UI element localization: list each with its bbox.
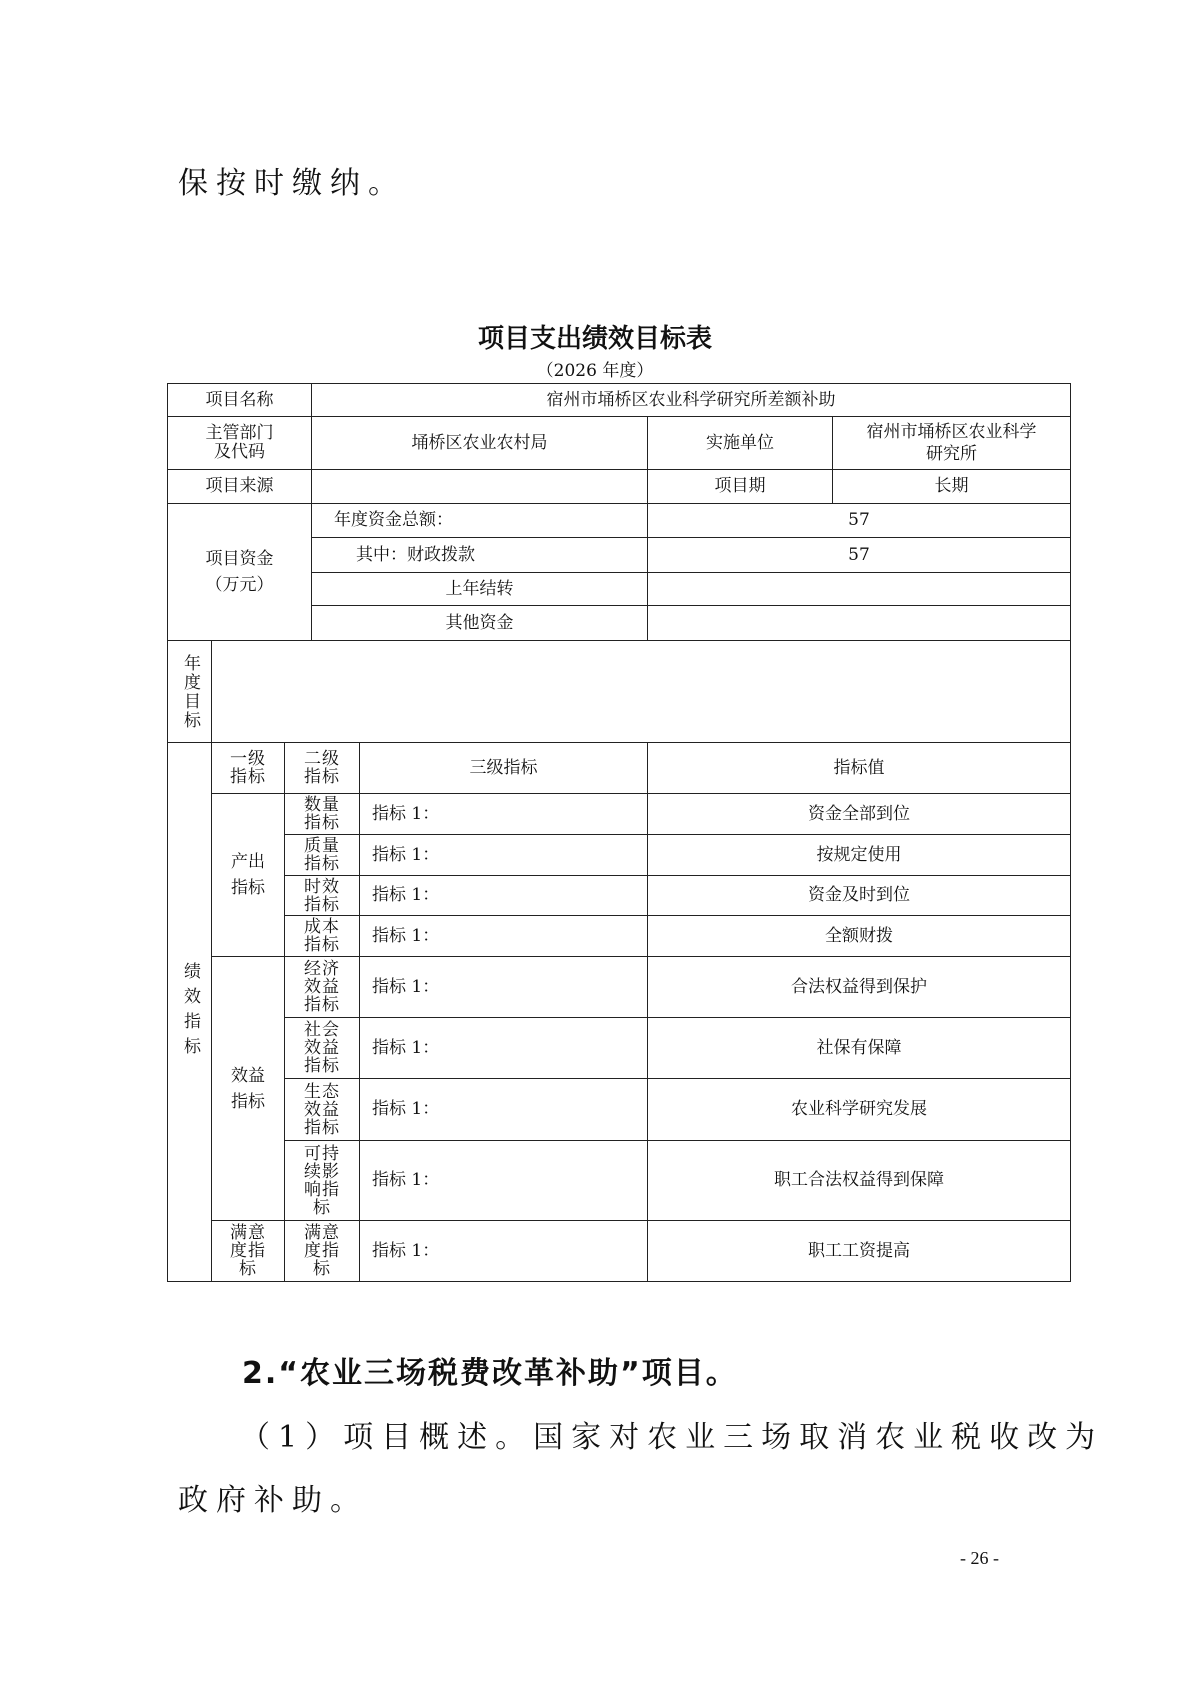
funds-total-label: 年度资金总额： <box>311 503 648 538</box>
indicator-level2: 数量 指标 <box>284 793 360 835</box>
header-level1: 一级 指标 <box>211 742 285 794</box>
indicator-level2: 成本 指标 <box>284 915 360 957</box>
continuation-text: 保按时缴纳。 <box>178 166 406 201</box>
indicator-level3: 指标 1： <box>359 915 648 957</box>
indicator-level2: 生态 效益 指标 <box>284 1078 360 1141</box>
project-name-value: 宿州市埇桥区农业科学研究所差额补助 <box>311 383 1071 417</box>
section-paragraph-line-2: 政府补助。 <box>178 1483 368 1518</box>
indicator-level3: 指标 1： <box>359 956 648 1018</box>
indicator-value: 按规定使用 <box>647 834 1071 876</box>
indicator-level3: 指标 1： <box>359 1220 648 1282</box>
annual-goal-value <box>211 640 1071 743</box>
source-label: 项目来源 <box>167 469 312 504</box>
dept-label: 主管部门 及代码 <box>167 416 312 470</box>
indicator-level2: 经济 效益 指标 <box>284 956 360 1018</box>
indicator-value: 职工工资提高 <box>647 1220 1071 1282</box>
funds-carryover-value <box>647 572 1071 606</box>
indicator-level2: 质量 指标 <box>284 834 360 876</box>
group-output: 产出 指标 <box>211 793 285 957</box>
indicator-level3: 指标 1： <box>359 875 648 916</box>
group-benefit: 效益 指标 <box>211 956 285 1221</box>
funds-other-value <box>647 605 1071 641</box>
page-number: - 26 - <box>960 1548 999 1568</box>
indicator-level3: 指标 1： <box>359 793 648 835</box>
indicator-level2: 时效 指标 <box>284 875 360 916</box>
group-satisfaction: 满意 度指 标 <box>211 1220 285 1282</box>
impl-unit-value: 宿州市埇桥区农业科学 研究所 <box>832 416 1071 470</box>
indicator-value: 职工合法权益得到保障 <box>647 1140 1071 1221</box>
indicator-level2: 可持 续影 响指 标 <box>284 1140 360 1221</box>
funds-other-label: 其他资金 <box>311 605 648 641</box>
funds-fiscal-value: 57 <box>647 537 1071 573</box>
indicator-level3: 指标 1： <box>359 1140 648 1221</box>
period-label: 项目期 <box>647 469 833 504</box>
table-subtitle: （2026 年度） <box>536 361 654 381</box>
indicator-value: 资金全部到位 <box>647 793 1071 835</box>
indicator-value: 全额财拨 <box>647 915 1071 957</box>
header-value: 指标值 <box>647 742 1071 794</box>
indicator-value: 资金及时到位 <box>647 875 1071 916</box>
indicator-value: 社保有保障 <box>647 1017 1071 1079</box>
funds-total-value: 57 <box>647 503 1071 538</box>
indicator-level3: 指标 1： <box>359 834 648 876</box>
indicator-value: 农业科学研究发展 <box>647 1078 1071 1141</box>
indicator-level2: 社会 效益 指标 <box>284 1017 360 1079</box>
indicator-level3: 指标 1： <box>359 1078 648 1141</box>
table-title: 项目支出绩效目标表 <box>477 324 712 354</box>
indicator-level3: 指标 1： <box>359 1017 648 1079</box>
impl-unit-label: 实施单位 <box>647 416 833 470</box>
dept-value: 埇桥区农业农村局 <box>311 416 648 470</box>
section-heading: 2.“农业三场税费改革补助”项目。 <box>242 1356 738 1391</box>
funds-fiscal-label: 其中：财政拨款 <box>311 537 648 573</box>
funds-carryover-label: 上年结转 <box>311 572 648 606</box>
period-value: 长期 <box>832 469 1071 504</box>
annual-goal-label: 年度目标 <box>167 640 212 743</box>
source-value <box>311 469 648 504</box>
project-name-label: 项目名称 <box>167 383 312 417</box>
indicator-level2: 满意 度指 标 <box>284 1220 360 1282</box>
section-paragraph-line-1: （1）项目概述。国家对农业三场取消农业税收改为 <box>240 1420 1104 1455</box>
indicator-value: 合法权益得到保护 <box>647 956 1071 1018</box>
funds-label: 项目资金 （万元） <box>167 503 312 641</box>
perf-indicators-label: 绩效指标 <box>167 742 212 1282</box>
header-level2: 二级 指标 <box>284 742 360 794</box>
header-level3: 三级指标 <box>359 742 648 794</box>
